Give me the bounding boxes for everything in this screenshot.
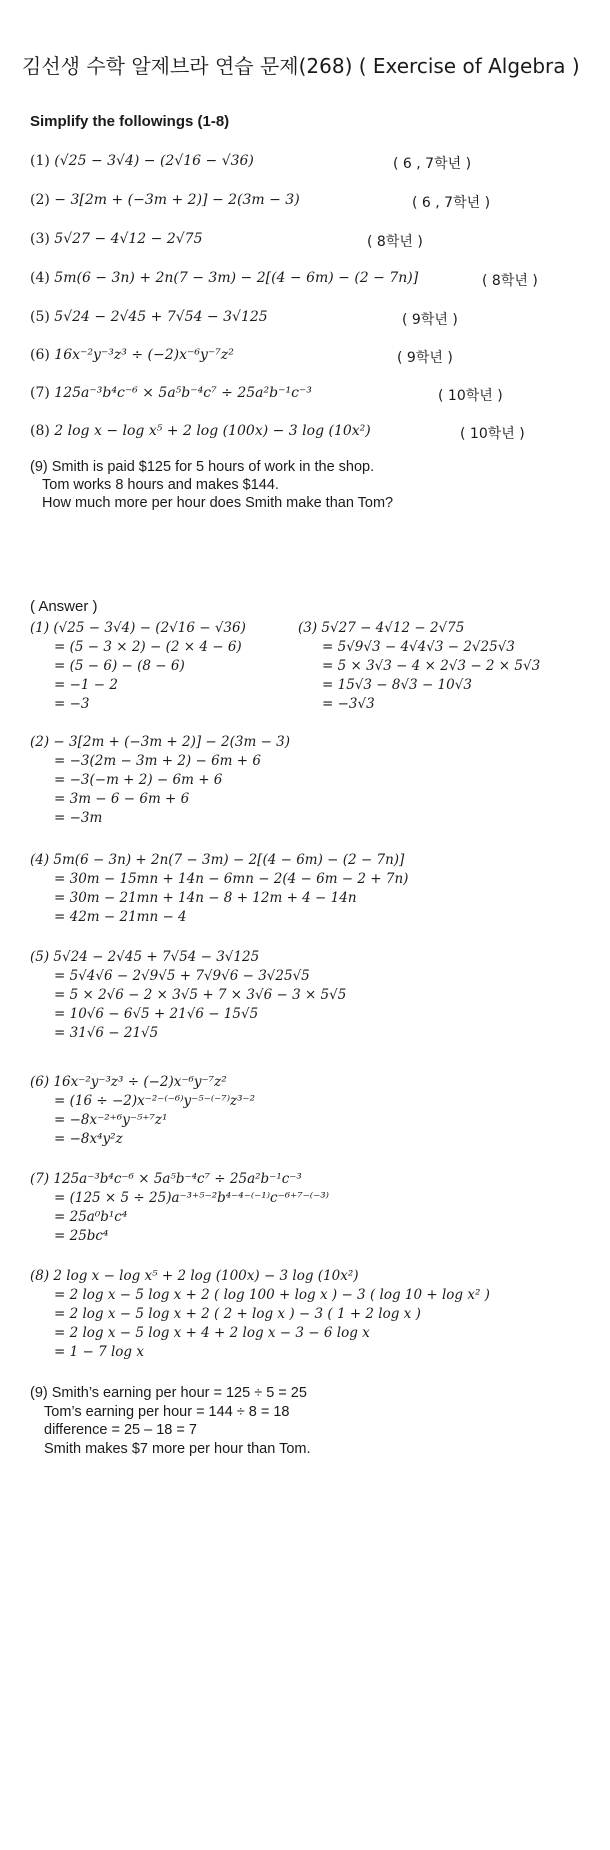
problem-6: [30, 347, 234, 363]
answer-line: = −8x⁴y²z: [54, 1131, 123, 1147]
answer-line: = 5 × 2√6 − 2 × 3√5 + 7 × 3√6 − 3 × 5√5: [54, 987, 347, 1003]
answer-line: = (5 − 3 × 2) − (2 × 4 − 6): [54, 639, 242, 655]
answer-line: = 5√4√6 − 2√9√5 + 7√9√6 − 3√25√5: [54, 968, 310, 984]
grade-label: ( 9학년 ): [397, 350, 453, 366]
grade-label: ( 9학년 ): [402, 312, 458, 328]
answer-7: [30, 1170, 329, 1246]
grade-label: ( 6 , 7학년 ): [393, 156, 472, 172]
answer-line: = 2 log x − 5 log x + 2 ( 2 + log x ) − 3 ( 1 + 2 log x ): [54, 1306, 421, 1322]
answer-4: [30, 851, 408, 927]
answer-8: [30, 1267, 490, 1362]
answer-line: = (16 ÷ −2)x⁻²⁻⁽⁻⁶⁾y⁻⁵⁻⁽⁻⁷⁾z³⁻²: [54, 1093, 256, 1109]
answer-line: = 15√3 − 8√3 − 10√3: [322, 677, 472, 693]
problem-number: (6): [30, 347, 50, 363]
page-title: 김선생 수학 알제브라 연습 문제(268) ( Exercise of Algebra ): [22, 54, 580, 78]
answer-line: Smith makes $7 more per hour than Tom.: [44, 1440, 311, 1457]
answer-line: (2) − 3[2m + (−3m + 2)] − 2(3m − 3): [30, 734, 291, 750]
instructions-heading: Simplify the followings (1-8): [30, 113, 230, 130]
answer-line: = −3(−m + 2) − 6m + 6: [54, 772, 223, 788]
answer-line: = 25a⁰b¹c⁴: [54, 1209, 128, 1225]
answer-3: [298, 619, 540, 714]
problem-number: (4): [30, 270, 50, 286]
problem-expression: 5m(6 − 3n) + 2n(7 − 3m) − 2[(4 − 6m) − (2 − 7n)]: [54, 270, 419, 286]
grade-label: ( 8학년 ): [367, 234, 423, 250]
problem-expression: − 3[2m + (−3m + 2)] − 2(3m − 3): [54, 192, 300, 208]
answer-line: = (5 − 6) − (8 − 6): [54, 658, 185, 674]
answer-line: = 2 log x − 5 log x + 4 + 2 log x − 3 − 6 log x: [54, 1325, 370, 1341]
problem-7: [30, 385, 312, 401]
answer-line: = 30m − 21mn + 14n − 8 + 12m + 4 − 14n: [54, 890, 357, 906]
problem-expression: 5√24 − 2√45 + 7√54 − 3√125: [54, 309, 268, 325]
problem-expression: 2 log x − log x⁵ + 2 log (100x) − 3 log (10x²): [54, 423, 371, 439]
word-problem-line: Tom works 8 hours and makes $144.: [42, 477, 279, 493]
word-problem-line: (9) Smith is paid $125 for 5 hours of work in the shop.: [30, 459, 375, 475]
answer-line: = −1 − 2: [54, 677, 118, 693]
answer-line: difference = 25 – 18 = 7: [44, 1422, 197, 1438]
problem-8: [30, 423, 371, 439]
answer-heading: ( Answer ): [30, 598, 98, 615]
answer-line: = (125 × 5 ÷ 25)a⁻³⁺⁵⁻²b⁴⁻⁴⁻⁽⁻¹⁾c⁻⁶⁺⁷⁻⁽⁻³⁾: [54, 1190, 329, 1206]
problem-number: (1): [30, 153, 50, 169]
answer-line: = 5 × 3√3 − 4 × 2√3 − 2 × 5√3: [322, 658, 541, 674]
answer-line: = −3√3: [322, 696, 375, 712]
answer-line: (4) 5m(6 − 3n) + 2n(7 − 3m) − 2[(4 − 6m) − (2 − 7n)]: [30, 852, 405, 868]
answer-1: [30, 619, 246, 714]
problem-number: (5): [30, 309, 50, 325]
answer-line: (7) 125a⁻³b⁴c⁻⁶ × 5a⁵b⁻⁴c⁷ ÷ 25a²b⁻¹c⁻³: [30, 1171, 302, 1187]
answer-line: = −8x⁻²⁺⁶y⁻⁵⁺⁷z¹: [54, 1112, 168, 1128]
answer-9: [30, 1384, 311, 1458]
problem-expression: 5√27 − 4√12 − 2√75: [54, 231, 203, 247]
problem-1: [30, 153, 254, 169]
answer-6: [30, 1073, 255, 1149]
answer-2: [30, 733, 290, 828]
problem-number: (3): [30, 231, 50, 247]
problem-expression: 125a⁻³b⁴c⁻⁶ × 5a⁵b⁻⁴c⁷ ÷ 25a²b⁻¹c⁻³: [54, 385, 312, 401]
answer-line: Tom’s earning per hour = 144 ÷ 8 = 18: [44, 1403, 290, 1420]
answer-line: = 30m − 15mn + 14n − 6mn − 2(4 − 6m − 2 + 7n): [54, 871, 409, 887]
answer-line: = 5√9√3 − 4√4√3 − 2√25√3: [322, 639, 515, 655]
answer-line: = −3(2m − 3m + 2) − 6m + 6: [54, 753, 261, 769]
problem-5: [30, 309, 268, 325]
answer-line: = 25bc⁴: [54, 1228, 109, 1244]
problem-4: [30, 270, 418, 286]
problem-expression: 16x⁻²y⁻³z³ ÷ (−2)x⁻⁶y⁻⁷z²: [54, 347, 234, 363]
problem-number: (8): [30, 423, 50, 439]
problem-expression: (√25 − 3√4) − (2√16 − √36): [54, 153, 254, 169]
answer-line: (3) 5√27 − 4√12 − 2√75: [298, 620, 465, 636]
answer-line: = 2 log x − 5 log x + 2 ( log 100 + log x ) − 3 ( log 10 + log x² ): [54, 1287, 490, 1303]
answer-line: (5) 5√24 − 2√45 + 7√54 − 3√125: [30, 949, 260, 965]
answer-line: = −3: [54, 696, 90, 712]
word-problem: [30, 458, 393, 512]
answer-line: (1) (√25 − 3√4) − (2√16 − √36): [30, 620, 246, 636]
problem-2: [30, 192, 300, 208]
answer-line: (9) Smith’s earning per hour = 125 ÷ 5 = 25: [30, 1385, 307, 1401]
grade-label: ( 10학년 ): [438, 388, 503, 404]
answer-5: [30, 948, 346, 1043]
word-problem-line: How much more per hour does Smith make than Tom?: [42, 495, 394, 511]
answer-line: = 1 − 7 log x: [54, 1344, 144, 1360]
answer-line: = 42m − 21mn − 4: [54, 909, 187, 925]
answer-line: = 10√6 − 6√5 + 21√6 − 15√5: [54, 1006, 259, 1022]
problem-number: (7): [30, 385, 50, 401]
grade-label: ( 6 , 7학년 ): [412, 195, 491, 211]
answer-line: = −3m: [54, 810, 103, 826]
answer-line: = 31√6 − 21√5: [54, 1025, 159, 1041]
grade-label: ( 10학년 ): [460, 426, 525, 442]
grade-label: ( 8학년 ): [482, 273, 538, 289]
problem-number: (2): [30, 192, 50, 208]
answer-line: (6) 16x⁻²y⁻³z³ ÷ (−2)x⁻⁶y⁻⁷z²: [30, 1074, 227, 1090]
problem-3: [30, 231, 203, 247]
answer-line: (8) 2 log x − log x⁵ + 2 log (100x) − 3 log (10x²): [30, 1268, 359, 1284]
answer-line: = 3m − 6 − 6m + 6: [54, 791, 190, 807]
